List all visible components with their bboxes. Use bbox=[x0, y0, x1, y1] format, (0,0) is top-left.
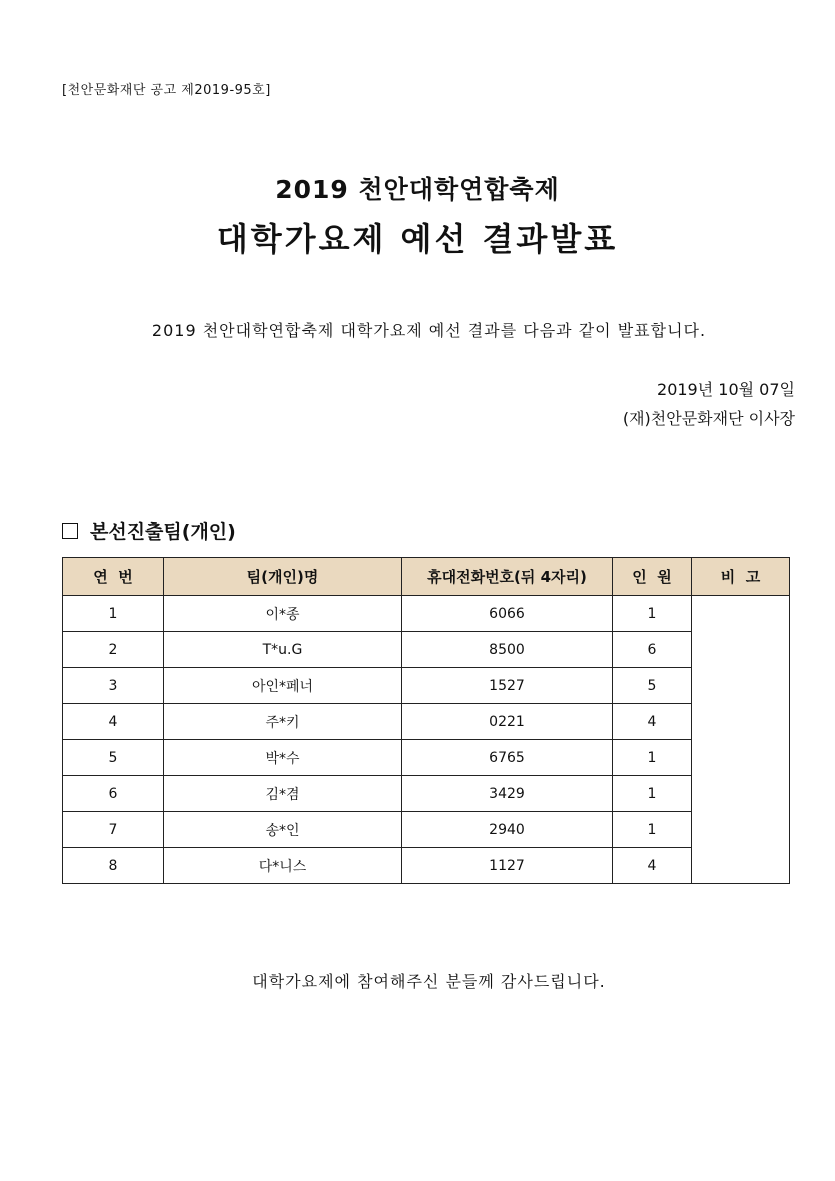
cell-team: T*u.G bbox=[164, 632, 402, 668]
page-title: 대학가요제 예선 결과발표 bbox=[216, 220, 619, 258]
col-header-team: 팀(개인)명 bbox=[164, 558, 402, 596]
cell-team: 다*니스 bbox=[164, 848, 402, 884]
cell-phone: 2940 bbox=[402, 812, 613, 848]
cell-phone: 6765 bbox=[402, 740, 613, 776]
cell-phone: 6066 bbox=[402, 596, 613, 632]
notice-number: [천안문화재단 공고 제2019-95호] bbox=[62, 83, 271, 98]
cell-number: 7 bbox=[63, 812, 164, 848]
col-header-number: 연 번 bbox=[63, 558, 164, 596]
cell-members: 4 bbox=[613, 848, 692, 884]
cell-members: 1 bbox=[613, 812, 692, 848]
cell-number: 3 bbox=[63, 668, 164, 704]
cell-remarks bbox=[692, 596, 790, 884]
table-row bbox=[63, 596, 790, 632]
table-header-row bbox=[63, 558, 790, 596]
table-row bbox=[63, 704, 790, 740]
section-heading bbox=[62, 517, 236, 544]
cell-phone: 1127 bbox=[402, 848, 613, 884]
cell-number: 1 bbox=[63, 596, 164, 632]
cell-team: 아인*페너 bbox=[164, 668, 402, 704]
col-header-phone: 휴대전화번호(뒤 4자리) bbox=[402, 558, 613, 596]
cell-number: 5 bbox=[63, 740, 164, 776]
cell-number: 2 bbox=[63, 632, 164, 668]
cell-members: 6 bbox=[613, 632, 692, 668]
cell-team: 이*종 bbox=[164, 596, 402, 632]
cell-phone: 8500 bbox=[402, 632, 613, 668]
finalist-table bbox=[62, 557, 790, 884]
announcement-date: 2019년 10월 07일 bbox=[657, 380, 795, 399]
cell-members: 4 bbox=[613, 704, 692, 740]
cell-phone: 3429 bbox=[402, 776, 613, 812]
cell-members: 1 bbox=[613, 776, 692, 812]
checkbox-square-icon bbox=[62, 523, 78, 539]
cell-number: 6 bbox=[63, 776, 164, 812]
cell-members: 1 bbox=[613, 596, 692, 632]
issuer: (재)천안문화재단 이사장 bbox=[622, 409, 795, 428]
cell-number: 8 bbox=[63, 848, 164, 884]
cell-phone: 1527 bbox=[402, 668, 613, 704]
table-row bbox=[63, 848, 790, 884]
cell-team: 박*수 bbox=[164, 740, 402, 776]
title-line-1: 2019 천안대학연합축제 bbox=[275, 175, 560, 204]
cell-team: 주*키 bbox=[164, 704, 402, 740]
intro-text: 2019 천안대학연합축제 대학가요제 예선 결과를 다음과 같이 발표합니다. bbox=[151, 321, 707, 340]
cell-team: 송*인 bbox=[164, 812, 402, 848]
closing-text: 대학가요제에 참여해주신 분들께 감사드립니다. bbox=[252, 972, 606, 991]
table-row bbox=[63, 632, 790, 668]
cell-number: 4 bbox=[63, 704, 164, 740]
table-row bbox=[63, 740, 790, 776]
cell-members: 1 bbox=[613, 740, 692, 776]
table-row bbox=[63, 776, 790, 812]
cell-members: 5 bbox=[613, 668, 692, 704]
cell-team: 김*겸 bbox=[164, 776, 402, 812]
table-row bbox=[63, 812, 790, 848]
col-header-members: 인 원 bbox=[613, 558, 692, 596]
table-row bbox=[63, 668, 790, 704]
cell-phone: 0221 bbox=[402, 704, 613, 740]
col-header-remarks: 비 고 bbox=[692, 558, 790, 596]
section-title: 본선진출팀(개인) bbox=[90, 521, 236, 543]
